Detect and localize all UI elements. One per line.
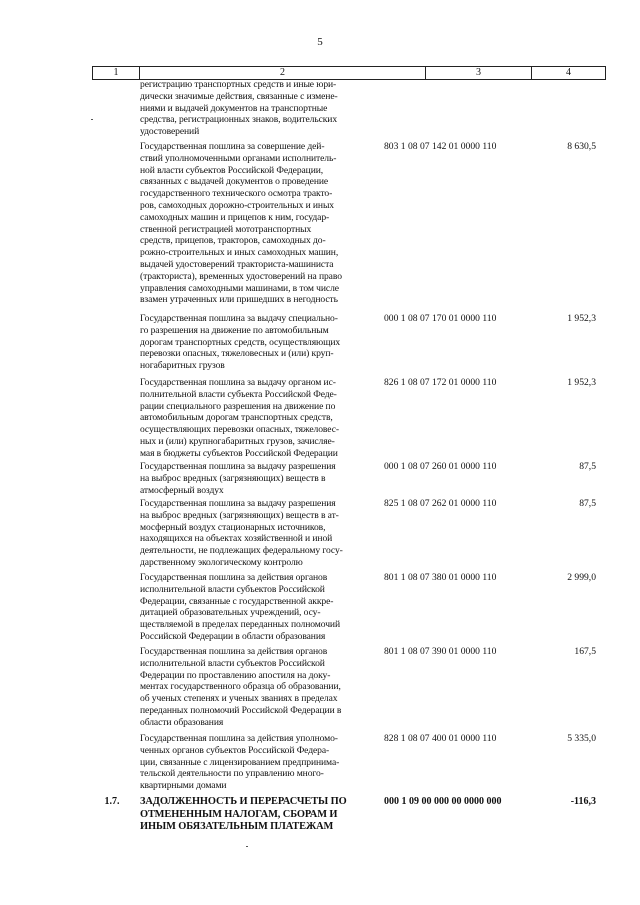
page-number: 5: [317, 36, 323, 48]
row-code: 826 1 08 07 172 01 0000 110: [384, 377, 497, 388]
row-amount: -116,3: [570, 796, 596, 807]
row-description: Государственная пошлина за совершение дей- ствий уполномоченными органами исполнитель- ной власти субъектов Российской Федерации, связанных с выдачей документов о проведение государственного технического осмотра тракто- ров, самоходных дорожно-строительных и иных самоходных машин и прицепов к ним, государ- ственной регистрацией мототранспортных средств, прицепов, тракторов, самоходных до- рожно-строительных и иных самоходных машин, выдачей удостоверений тракториста-машиниста (тракториста), временных удостоверений на право управления самоходными машинами, в том числе взамен утраченных или пришедших в негодность: [140, 141, 342, 306]
row-description: Государственная пошлина за выдачу специально- го разрешения на движение по автомобильным дорогам транспортных средств, осуществляющих перевозки опасных, тяжеловесных и (или) круп- ногабаритных грузов: [140, 313, 341, 372]
header-col-4: 4: [566, 67, 571, 78]
row-description: Государственная пошлина за действия органов исполнительной власти субъектов Российской Федерации по проставлению апостиля на доку- ментах государственного образца об образовании, об ученых степенях и ученых званиях в пределах переданных полномочий Российской Федерации в области образования: [140, 646, 342, 728]
row-number: 1.7.: [104, 796, 120, 807]
row-code: 801 1 08 07 380 01 0000 110: [384, 572, 497, 583]
row-amount: 87,5: [579, 498, 596, 509]
row-amount: 1 952,3: [567, 313, 596, 324]
row-description: Государственная пошлина за выдачу разрешения на выброс вредных (загрязняющих) веществ в атмосферный воздух: [140, 461, 336, 496]
row-code: 000 1 08 07 170 01 0000 110: [384, 313, 497, 324]
row-amount: 8 630,5: [567, 141, 596, 152]
scan-mark: [246, 846, 248, 847]
header-col-1: 1: [113, 67, 119, 78]
row-code: 803 1 08 07 142 01 0000 110: [384, 141, 497, 152]
row-amount: 87,5: [579, 461, 596, 472]
row-code: 000 1 09 00 000 00 0000 000: [384, 796, 502, 807]
row-code: 825 1 08 07 262 01 0000 110: [384, 498, 497, 509]
row-description: Государственная пошлина за действия органов исполнительной власти субъектов Российской Федерации, связанные с государственной аккре- дитацией образовательных учреждений, осу- ществляемой в пределах переданных полномочий Российской Федерации в области образования: [140, 572, 340, 642]
row-description: ЗАДОЛЖЕННОСТЬ И ПЕРЕРАСЧЕТЫ ПО ОТМЕНЕННЫМ НАЛОГАМ, СБОРАМ И ИНЫМ ОБЯЗАТЕЛЬНЫМ ПЛАТЕЖАМ: [140, 796, 347, 833]
row-description: регистрацию транспортных средств и иные юри- дически значимые действия, связанные с измене- ниями и выдачей документов на транспортные средства, регистрационных знаков, водительских удостоверений: [140, 79, 338, 138]
scan-mark: [91, 119, 93, 120]
header-col-2: 2: [280, 67, 285, 78]
row-description: Государственная пошлина за выдачу органом ис- полнительной власти субъекта Российской Феде- рации специального разрешения на движение по автомобильным дорогам транспортных средств, осуществляющих перевозки опасных, тяжеловес- ных и (или) крупногабаритных грузов, зачисляе- мая в бюджеты субъектов Российской Федерации: [140, 377, 339, 459]
row-description: Государственная пошлина за действия уполномо- ченных органов субъектов Российской Федера- ции, связанные с лицензированием предпринима- тельской деятельности по управлению много- квартирными домами: [140, 733, 340, 792]
row-code: 828 1 08 07 400 01 0000 110: [384, 733, 497, 744]
row-code: 801 1 08 07 390 01 0000 110: [384, 646, 497, 657]
row-code: 000 1 08 07 260 01 0000 110: [384, 461, 497, 472]
row-amount: 5 335,0: [567, 733, 596, 744]
header-col-3: 3: [476, 67, 481, 78]
row-amount: 1 952,3: [567, 377, 596, 388]
table-header: [92, 66, 606, 80]
row-amount: 2 999,0: [567, 572, 596, 583]
row-amount: 167,5: [574, 646, 596, 657]
row-description: Государственная пошлина за выдачу разрешения на выброс вредных (загрязняющих) веществ в ат- мосферный воздух стационарных источников, находящихся на объектах хозяйственной и иной деятельности, не подлежащих федеральному госу- дарственному экологическому контролю: [140, 498, 343, 568]
